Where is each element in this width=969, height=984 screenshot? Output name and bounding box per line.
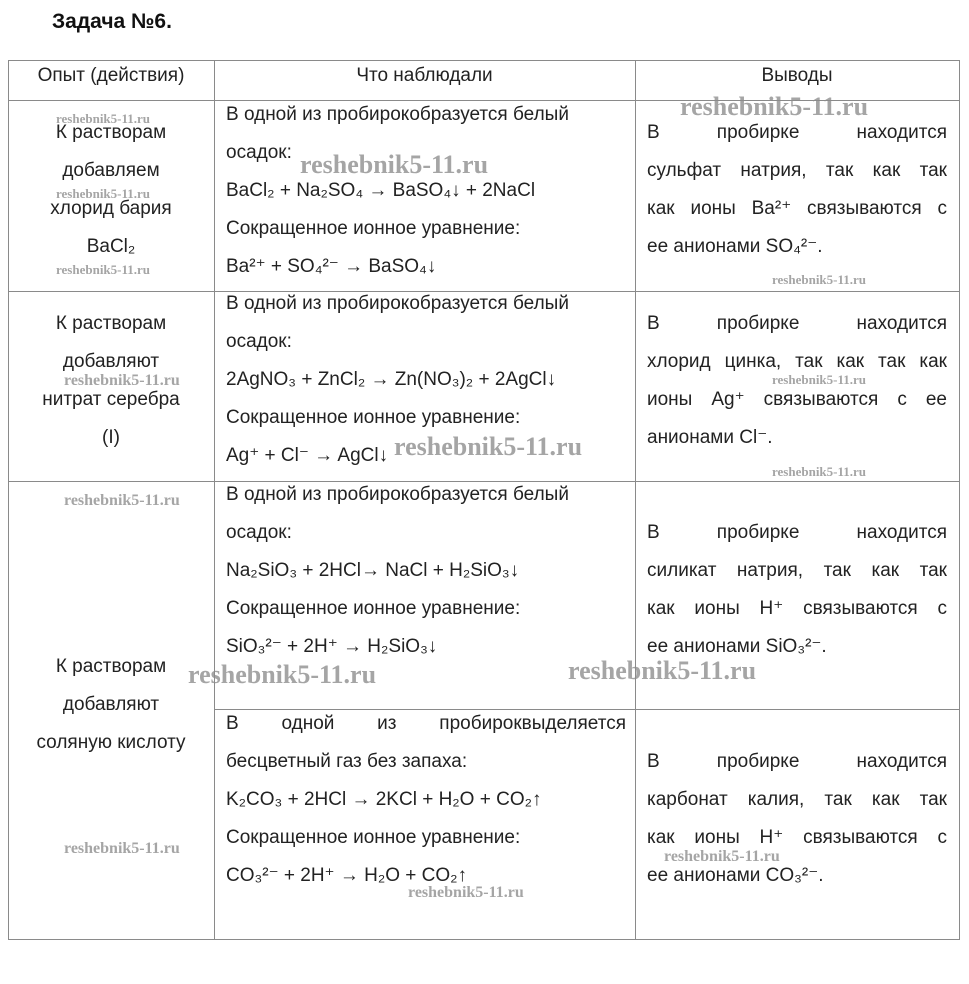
header-experiment: Опыт (действия) (37, 65, 185, 86)
conclusion-line: сульфат натрия, так как так (647, 160, 947, 181)
row3-action (8, 648, 214, 762)
conclusion-line: силикат натрия, так как так (647, 560, 947, 581)
conclusion-line: В пробирке находится (647, 313, 947, 334)
observed-line: осадок: (226, 331, 292, 352)
watermark: reshebnik5-11.ru (394, 432, 583, 461)
reaction-equation: K₂CO₃ + 2HCl → 2KCl + H₂O + CO₂↑ (226, 789, 542, 810)
row2-action-line: нитрат серебра (42, 389, 180, 410)
row1-action-line: К растворам (55, 122, 167, 143)
conclusion-line: ее анионами SO₄²⁻. (647, 236, 823, 257)
row1-action-formula: BaCl₂ (86, 236, 136, 257)
conclusion-line: В пробирке находится (647, 522, 947, 543)
observed-line: бесцветный газ без запаха: (226, 751, 468, 772)
watermark: reshebnik5-11.ru (568, 656, 757, 685)
watermark: reshebnik5-11.ru (772, 372, 867, 387)
conclusion-line: ионы Ag⁺ связываются с ее (647, 389, 947, 410)
observed-line: Сокращенное ионное уравнение: (226, 218, 521, 239)
watermark: reshebnik5-11.ru (772, 272, 867, 287)
observed-line: Сокращенное ионное уравнение: (226, 827, 521, 848)
observed-line: В одной из пробирокобразуется белый (226, 104, 569, 125)
conclusion-line: как ионы H⁺ связываются с (647, 827, 947, 848)
observed-line: В одной из пробироквыделяется (226, 713, 626, 734)
conclusion-line: карбонат калия, так как так (647, 789, 947, 810)
row3b-observed (226, 705, 626, 895)
header-observed: Что наблюдали (356, 65, 493, 86)
row3-action-line: К растворам (55, 656, 167, 677)
observed-line: осадок: (226, 142, 292, 163)
row1-action-line: хлорид бария (50, 198, 172, 219)
page-title: Задача №6. (52, 10, 172, 33)
header-conclusions: Выводы (761, 65, 833, 86)
conclusion-line: ее анионами SiO₃²⁻. (647, 636, 827, 657)
watermark: reshebnik5-11.ru (64, 840, 180, 857)
ionic-equation: SiO₃²⁻ + 2H⁺ → H₂SiO₃↓ (226, 636, 438, 657)
observed-line: Сокращенное ионное уравнение: (226, 407, 521, 428)
watermark: reshebnik5-11.ru (408, 884, 524, 901)
watermark: reshebnik5-11.ru (56, 186, 151, 201)
watermark: reshebnik5-11.ru (56, 262, 151, 277)
observed-line: осадок: (226, 522, 292, 543)
watermark: reshebnik5-11.ru (188, 660, 377, 689)
row2-action-line: К растворам (55, 313, 167, 334)
row2-action-line: (I) (102, 427, 120, 448)
reaction-equation: BaCl₂ + Na₂SO₄ → BaSO₄↓ + 2NaCl (226, 180, 536, 201)
row3a-observed (226, 476, 631, 666)
conclusion-line: как ионы Ba²⁺ связываются с (647, 198, 947, 219)
reaction-equation: 2AgNO₃ + ZnCl₂ → Zn(NO₃)₂ + 2AgCl↓ (226, 369, 557, 390)
conclusion-line: В пробирке находится (647, 751, 947, 772)
observed-line: В одной из пробирокобразуется белый (226, 293, 569, 314)
row3a-conclusion (647, 514, 947, 666)
row3-action-line: добавляют (62, 694, 160, 715)
ionic-equation: Ag⁺ + Cl⁻ → AgCl↓ (226, 445, 389, 466)
watermark: reshebnik5-11.ru (772, 464, 867, 479)
watermark: reshebnik5-11.ru (664, 848, 780, 865)
ionic-equation: Ba²⁺ + SO₄²⁻ → BaSO₄↓ (226, 256, 437, 277)
watermark: reshebnik5-11.ru (680, 92, 869, 121)
row2-action-line: добавляют (62, 351, 160, 372)
reaction-equation: Na₂SiO₃ + 2HCl→ NaCl + H₂SiO₃↓ (226, 560, 520, 581)
observed-line: Сокращенное ионное уравнение: (226, 598, 521, 619)
watermark: reshebnik5-11.ru (64, 372, 180, 389)
ionic-equation: CO₃²⁻ + 2H⁺ → H₂O + CO₂↑ (226, 865, 468, 886)
watermark: reshebnik5-11.ru (300, 150, 489, 179)
conclusion-line: хлорид цинка, так как так как (647, 351, 947, 372)
row1-observed (226, 96, 631, 286)
conclusion-line: как ионы H⁺ связываются с (647, 598, 947, 619)
row1-conclusion (647, 114, 947, 266)
watermark: reshebnik5-11.ru (56, 111, 151, 126)
conclusion-line: ее анионами CO₃²⁻. (647, 865, 824, 886)
row3-action-line: соляную кислоту (36, 732, 186, 753)
watermark: reshebnik5-11.ru (64, 492, 180, 509)
observed-line: В одной из пробирокобразуется белый (226, 484, 569, 505)
row3b-conclusion (647, 743, 947, 895)
conclusion-line: анионами Cl⁻. (647, 427, 773, 448)
row1-action-line: добавляем (62, 160, 160, 181)
conclusion-line: В пробирке находится (647, 122, 947, 143)
